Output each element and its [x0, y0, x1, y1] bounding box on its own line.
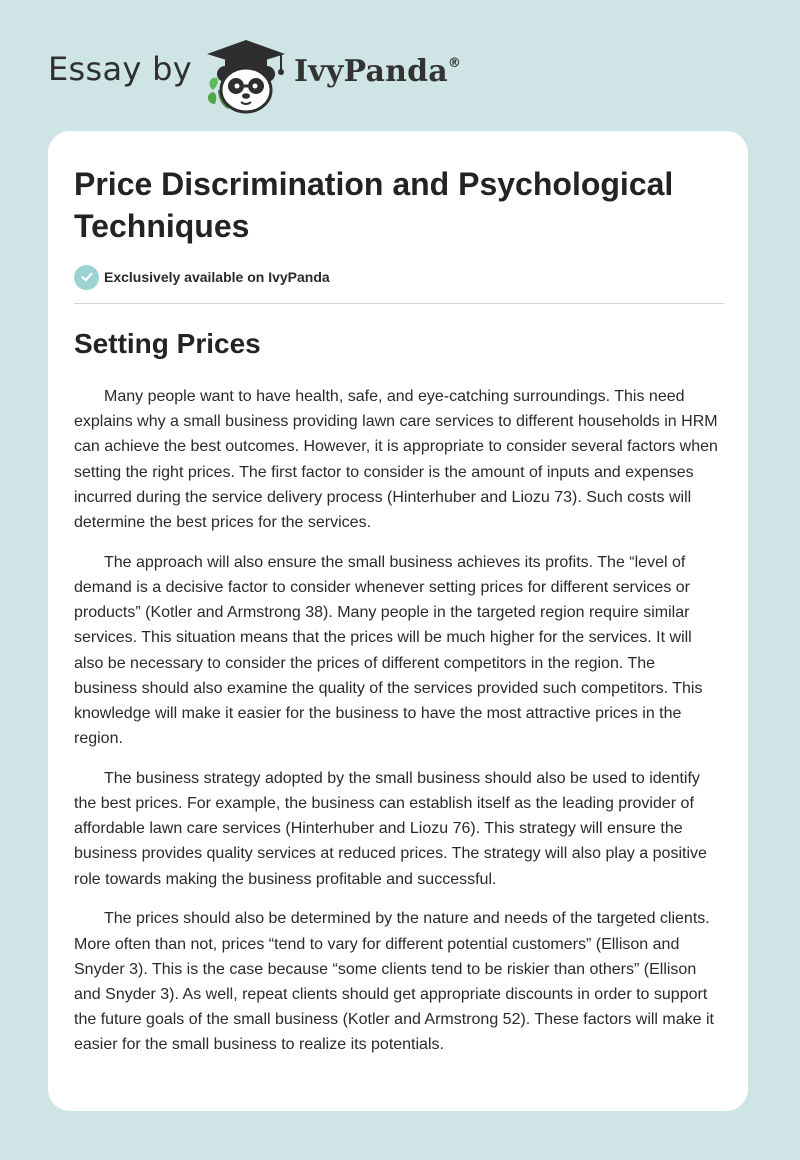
panda-graduate-logo-icon[interactable]	[203, 36, 289, 116]
essay-by-label: Essay by	[48, 50, 192, 88]
exclusive-label: Exclusively available on IvyPanda	[104, 269, 330, 285]
site-header	[48, 28, 752, 118]
check-circle-icon	[74, 265, 99, 290]
essay-body	[74, 384, 722, 1072]
paragraph: The prices should also be determined by the nature and needs of the targeted clients. More often than not, prices “tend to vary for different potential customers” (Ellison and Snyder 3). This is the case because “some clients tend to be riskier than others” (Ellison and Snyder 3). As well, repeat clients should get appropriate discounts in order to support the future goals of the small business (Kotler and Armstrong 52). These factors will make it easier for the small business to realize its potentials.	[74, 910, 714, 1054]
essay-title: Price Discrimination and Psychological Techniques	[74, 166, 674, 244]
paragraph: Many people want to have health, safe, and eye-catching surroundings. This need explains why a small business providing lawn care services to different households in HRM can achieve the best outcomes. However, it is appropriate to consider several factors when setting the right prices. The first factor to consider is the amount of inputs and expenses incurred during the service delivery process (Hinterhuber and Liozu 73). Such costs will determine the best prices for the services.	[74, 388, 718, 532]
brand-text: IvyPanda	[294, 54, 448, 89]
exclusive-badge	[74, 264, 330, 290]
brand-name[interactable]	[294, 54, 461, 89]
registered-mark: ®	[447, 56, 462, 71]
paragraph: The approach will also ensure the small business achieves its profits. The “level of demand is a decisive factor to consider whenever setting prices for different services or products” (Kotler and Armstrong 38). Many people in the targeted region require similar services. This situation means that the prices will be much higher for the services. It will also be necessary to consider the prices of different competitors in the region. The business should also examine the quality of the services provided such competitors. This knowledge will make it easier for the business to have the most attractive prices in the region.	[74, 553, 703, 748]
essay-card	[48, 131, 748, 1111]
divider	[74, 303, 724, 304]
section-heading: Setting Prices	[74, 328, 261, 359]
paragraph: The business strategy adopted by the small business should also be used to identify the best prices. For example, the business can establish itself as the leading provider of affordable lawn care services (Hinterhuber and Liozu 76). This strategy will ensure the business provides quality services at reduced prices. The strategy will also play a positive role towards making the business profitable and successful.	[74, 769, 707, 888]
